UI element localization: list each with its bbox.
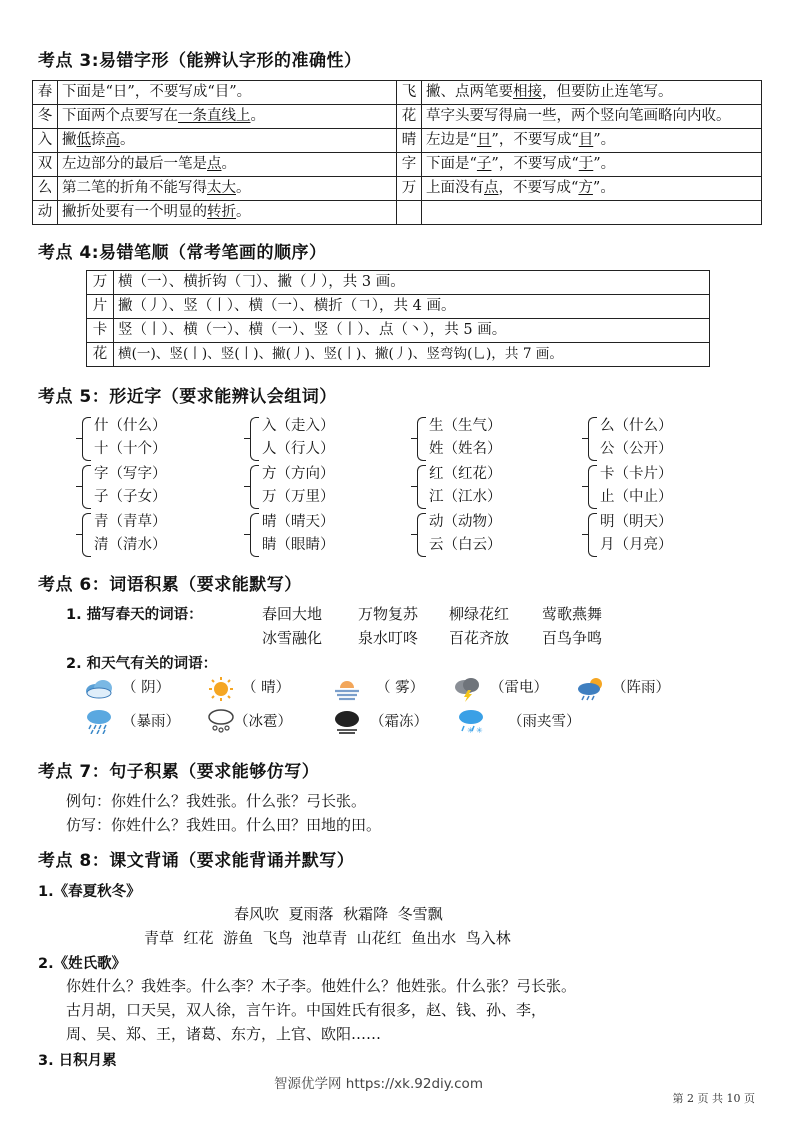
stroke-table — [86, 270, 710, 367]
weather-word: （冰雹） — [234, 714, 292, 730]
table-row: 片 撇（丿）、竖（丨）、横（一）、横折（𠃍），共 4 画。 — [87, 295, 710, 319]
table-row: 卡 竖（丨）、横（一）、横（一）、竖（丨）、点（丶），共 5 画。 — [87, 319, 710, 343]
table-row: 么 第二笔的折角不能写得太大。 万 上面没有点，不要写成“方”。 — [33, 177, 762, 201]
example-sentence: 例句：你姓什么？我姓张。什么张？弓长张。 — [66, 792, 367, 810]
poem-1-line-2: 青草 红花 游鱼 飞鸟 池草青 山花红 鱼出水 鸟入林 — [144, 929, 511, 947]
word: 万物复苏 — [358, 605, 419, 623]
table-row: 花 横(一)、竖(丨)、竖(丨)、撇(丿)、竖(丨)、撇(丿)、竖弯钩(乚)，共 7 画。 — [87, 343, 710, 367]
poem-2-line-2: 古月胡，口天吴，双人徐，言午许。中国姓氏有很多，赵、钱、孙、李， — [66, 1001, 547, 1019]
footer-site: 智源优学网 https://xk.92diy.com — [274, 1076, 483, 1092]
poem-1-title: 1.《春夏秋冬》 — [38, 884, 141, 900]
cloudy-icon — [84, 676, 114, 702]
section-4-title: 考点 4:易错笔顺（常考笔画的顺序） — [38, 243, 327, 263]
section-8-title: 考点 8：课文背诵（要求能背诵并默写） — [38, 851, 355, 871]
page-number: 第 2 页 共 10 页 — [672, 1092, 755, 1105]
table-row: 入 撇低捺高。 晴 左边是“日”，不要写成“目”。 — [33, 129, 762, 153]
section-3-title: 考点 3:易错字形（能辨认字形的准确性） — [38, 51, 362, 71]
thunderstorm-icon — [452, 676, 482, 702]
weather-words-label: 2. 和天气有关的词语： — [66, 656, 218, 672]
shower-icon — [576, 676, 606, 702]
word: 柳绿花红 — [449, 605, 510, 623]
section-5-title: 考点 5：形近字（要求能辨认会组词） — [38, 387, 337, 407]
fog-icon — [332, 676, 362, 702]
glyph-table — [32, 80, 762, 225]
imitation-sentence: 仿写：你姓什么？我姓田。什么田？田地的田。 — [66, 816, 382, 834]
weather-word: （暴雨） — [122, 714, 180, 730]
sunny-icon — [206, 676, 236, 702]
section-6-title: 考点 6：词语积累（要求能默写） — [38, 575, 302, 595]
poem-1-line-1: 春风吹 夏雨落 秋霜降 冬雪飘 — [234, 905, 443, 923]
word: 冰雪融化 — [262, 629, 323, 647]
svg-text:✳: ✳ — [467, 726, 474, 734]
svg-text:✳: ✳ — [476, 726, 483, 734]
poem-3-title: 3. 日积月累 — [38, 1053, 117, 1069]
poem-2-line-1: 你姓什么？我姓李。什么李？木子李。他姓什么？他姓张。什么张？弓长张。 — [66, 977, 577, 995]
weather-word: （ 晴） — [242, 680, 291, 696]
word: 泉水叮咚 — [358, 629, 419, 647]
weather-word: （雨夹雪） — [508, 714, 581, 730]
poem-2-title: 2.《姓氏歌》 — [38, 956, 127, 972]
table-row: 双 左边部分的最后一笔是点。 字 下面是“子”，不要写成“于”。 — [33, 153, 762, 177]
word: 莺歌燕舞 — [542, 605, 603, 623]
word: 百花齐放 — [449, 629, 510, 647]
hail-icon — [206, 708, 236, 734]
poem-2-line-3: 周、吴、郑、王，诸葛、东方，上官、欧阳…… — [66, 1025, 382, 1043]
sleet-icon — [456, 708, 486, 734]
section-7-title: 考点 7：句子积累（要求能够仿写） — [38, 762, 320, 782]
weather-word: （霜冻） — [370, 714, 428, 730]
word: 百鸟争鸣 — [542, 629, 603, 647]
frost-icon — [332, 708, 362, 734]
word: 春回大地 — [262, 605, 323, 623]
spring-words-label: 1. 描写春天的词语： — [66, 607, 203, 623]
weather-word: （ 雾） — [376, 680, 425, 696]
rainstorm-icon — [84, 708, 114, 734]
weather-word: （ 阴） — [122, 680, 171, 696]
table-row: 冬 下面两个点要写在一条直线上。 花 草字头要写得扁一些，两个竖向笔画略向内收。 — [33, 105, 762, 129]
table-row: 春 下面是“日”，不要写成“目”。 飞 撇、点两笔要相接，但要防止连笔写。 — [33, 81, 762, 105]
weather-word: （阵雨） — [612, 680, 670, 696]
weather-word: （雷电） — [490, 680, 548, 696]
table-row: 万 横（一）、横折钩（𠃌）、撇（丿），共 3 画。 — [87, 271, 710, 295]
table-row: 动 撇折处要有一个明显的转折。 — [33, 201, 762, 225]
